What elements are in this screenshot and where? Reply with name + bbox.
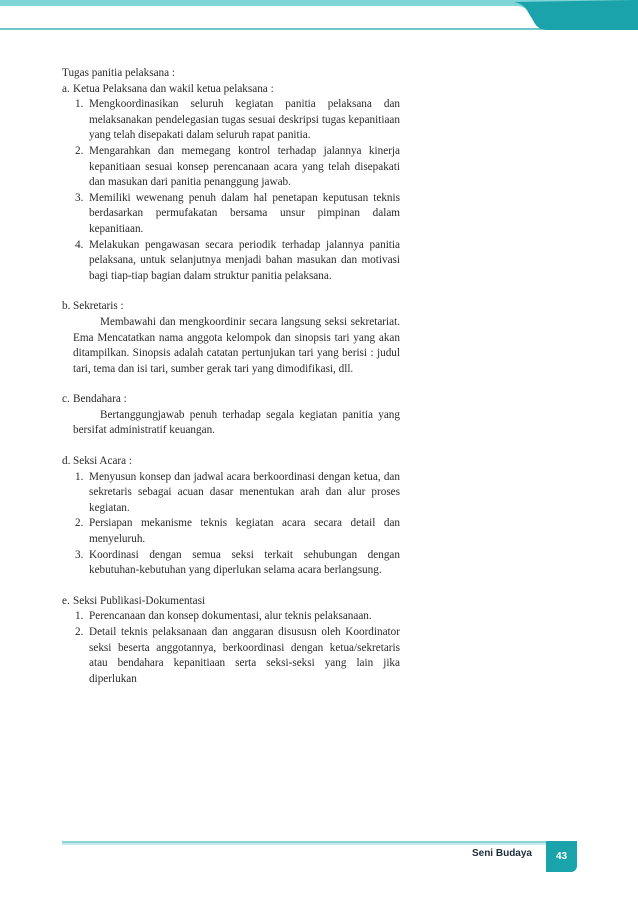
document-body [62, 66, 400, 687]
list-item-text: Perencanaan dan konsep dokumentasi, alur teknis pelaksanaan. [89, 610, 372, 623]
list-item [62, 97, 400, 144]
section-heading [62, 82, 400, 98]
list-item-text: Melakukan pengawasan secara periodik terhadap jalannya panitia pelaksana, untuk selanjutnya menjadi bahan masukan dan motivasi bagi tiap-tiap bagian dalam struktur panitia pelaksana. [89, 238, 400, 282]
list-item-number: 3. [75, 548, 84, 561]
section-title: Sekretaris : [73, 300, 124, 313]
list-item-text: Mengarahkan dan memegang kontrol terhadap jalannya kinerja kepanitiaan sesuai konsep perencanaan acara yang telah disepakati dan masukan dari panitia penanggung jawab. [89, 144, 400, 189]
section-title: Ketua Pelaksana dan wakil ketua pelaksana : [73, 82, 274, 95]
section-paragraph: Membawahi dan mengkoordinir secara langsung seksi sekretariat. Ema Mencatatkan nama anggota kelompok dan sinopsis tari yang akan ditampilkan. Sinopsis adalah catatan pertunjukan tari yang berisi : judul tari, tema dan isi tari, sumber gerak tari yang dimodifikasi, dll. [73, 315, 400, 375]
section-list [62, 97, 400, 284]
section-heading [62, 594, 400, 610]
list-item-text: Detail teknis pelaksanaan dan anggaran disususn oleh Koordinator seksi beserta anggotannya, berkoordinasi dengan ketua/sekretaris atau bendahara kepanitiaan serta seksi-seksi yang lain jika diperlukan [89, 626, 400, 685]
list-item-number: 1. [75, 610, 84, 623]
section-2 [62, 392, 400, 439]
section-4 [62, 594, 400, 688]
list-item-text: Menyusun konsep dan jadwal acara berkoordinasi dengan ketua, dan sekretaris sebagai acuan dasar menentukan arah dan alur proses kegiatan. [89, 470, 400, 514]
list-item-number: 1. [75, 470, 84, 483]
section-letter: e. [62, 594, 70, 607]
section-title: Seksi Acara : [73, 455, 133, 468]
section-heading [62, 454, 400, 470]
band-dark [514, 0, 638, 30]
section-paragraph: Bertanggungjawab penuh terhadap segala kegiatan panitia yang bersifat administratif keuangan. [73, 408, 400, 437]
page-heading: Tugas panitia pelaksana : [62, 67, 175, 79]
list-item-number: 4. [75, 238, 84, 251]
list-item-number: 2. [75, 626, 84, 638]
top-decorative-band [0, 0, 638, 30]
section-title: Bendahara : [73, 393, 127, 406]
list-item [62, 609, 400, 625]
list-item-number: 3. [75, 191, 84, 204]
sections-container [62, 82, 400, 688]
list-item [62, 516, 400, 547]
list-item [62, 625, 400, 687]
list-item-text: Koordinasi dengan semua seksi terkait sehubungan dengan kebutuhan-kebutuhan yang diperlukan selama acara berlangsung. [89, 548, 400, 577]
section-title: Seksi Publikasi-Dokumentasi [73, 594, 206, 607]
list-item [62, 238, 400, 285]
section-heading [62, 392, 400, 408]
section-letter: c. [62, 393, 70, 406]
list-item-number: 2. [75, 144, 84, 157]
list-item [62, 144, 400, 191]
section-1 [62, 299, 400, 377]
section-list [62, 470, 400, 579]
list-item [62, 191, 400, 238]
section-3 [62, 454, 400, 579]
page-number: 43 [546, 841, 577, 872]
footer-rule [62, 841, 577, 845]
footer-book-title: Seni Budaya [471, 848, 532, 859]
list-item-text: Mengkoordinasikan seluruh kegiatan panitia pelaksana dan melaksanakan pendelegasian tugas sesuai deskripsi tugas kepanitiaan yang telah disepakati dalam seluruh rapat panitia. [89, 98, 400, 142]
section-list [62, 609, 400, 687]
list-item-text: Memiliki wewenang penuh dalam hal penetapan keputusan teknis berdasarkan permufakatan bersama unsur pimpinan dalam kepanitiaan. [89, 191, 400, 235]
section-letter: d. [62, 455, 71, 468]
list-item [62, 470, 400, 517]
section-heading [62, 299, 400, 315]
section-letter: a. [62, 82, 70, 95]
list-item-number: 1. [75, 98, 84, 111]
list-item-text: Persiapan mekanisme teknis kegiatan acara secara detail dan menyeluruh. [89, 517, 400, 546]
list-item [62, 548, 400, 579]
section-letter: b. [62, 300, 71, 313]
list-item-number: 2. [75, 517, 84, 530]
section-0 [62, 82, 400, 285]
